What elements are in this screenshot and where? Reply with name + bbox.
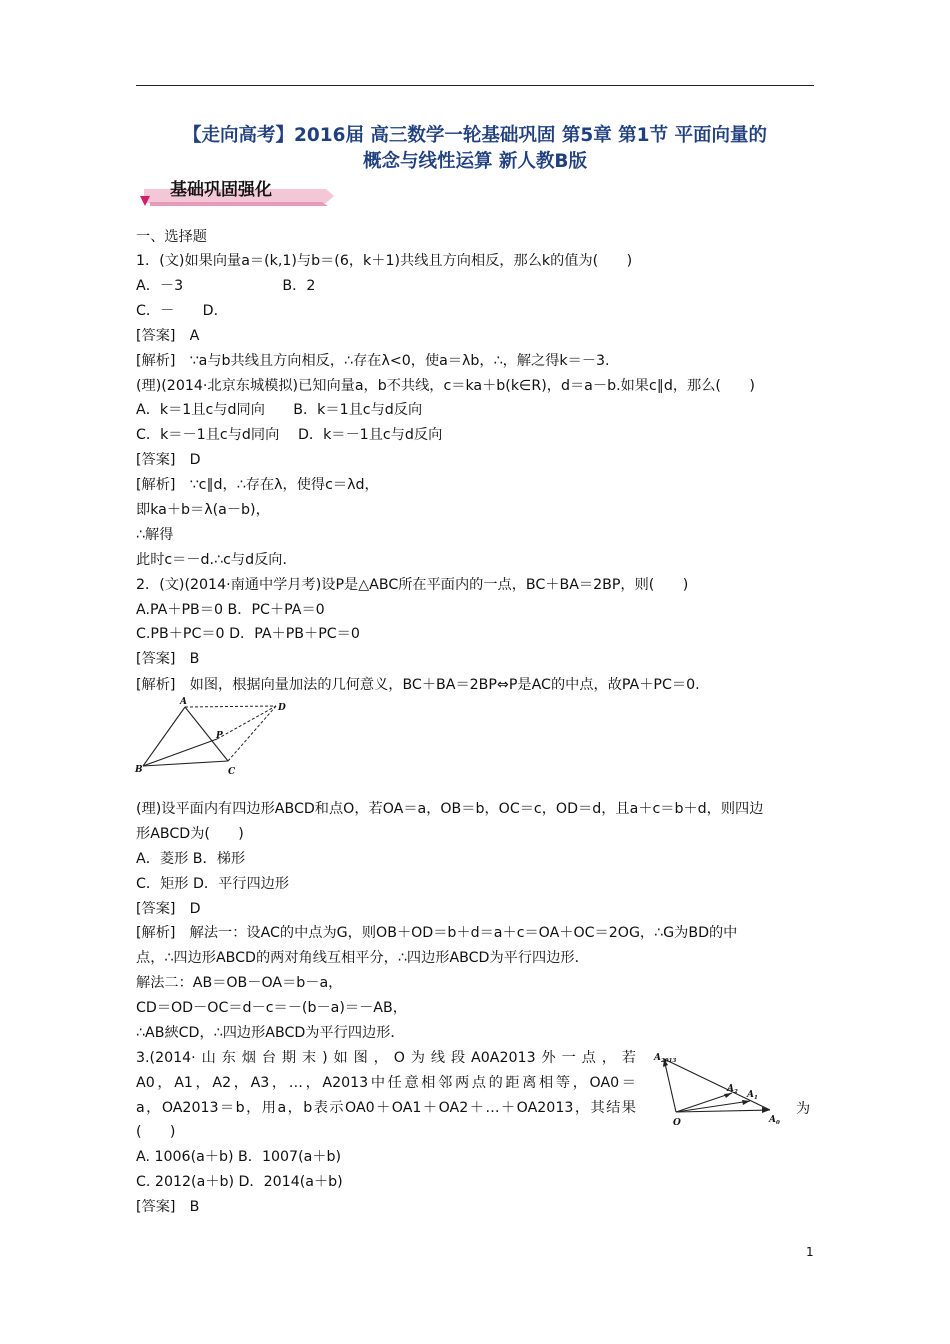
label-p: P <box>216 731 223 741</box>
text-line: 即ka＋b＝λ(a－b)， <box>136 502 270 518</box>
label-a2: A <box>727 1084 734 1094</box>
text-line: [答案] B <box>136 1199 200 1215</box>
label-a0-sub: 0 <box>775 1120 780 1126</box>
text-line: 2．(文)(2014·南通中学月考)设P是△ABC所在平面内的一点，BC＋BA＝2BP，则( ) <box>136 577 689 593</box>
text-line: ( ) <box>136 1124 176 1140</box>
text-line: ∴AB綊CD，∴四边形ABCD为平行四边形． <box>136 1025 405 1041</box>
header-rule <box>136 85 814 86</box>
label-a1: A <box>747 1090 754 1100</box>
label-a2-sub: 2 <box>733 1089 738 1095</box>
label-c: C <box>228 767 236 777</box>
text-line: C．－ D． <box>136 303 228 319</box>
title-line-1: 【走向高考】2016届 高三数学一轮基础巩固 第5章 第1节 平面向量的 <box>183 125 767 146</box>
text-line: [答案] B <box>136 651 200 667</box>
text-line: [解析] 解法一：设AC的中点为G，则OB＋OD＝b＋d＝a＋c＝OA＋OC＝2OG，∴G为BD的中 <box>136 925 738 941</box>
text-line: 形ABCD为( ) <box>136 826 244 842</box>
svg-text:A2013 <box>653 1053 676 1064</box>
text-line: 1．(文)如果向量a＝(k,1)与b＝(6，k＋1)共线且方向相反，那么k的值为( ) <box>136 253 633 269</box>
triangle-figure <box>133 695 293 781</box>
label-a1-sub: 1 <box>753 1095 758 1101</box>
text-line: ∴解得 <box>136 527 174 543</box>
text-line: [解析] 如图，根据向量加法的几何意义，BC＋BA＝2BP⇔P是AC的中点，故PA＋PC＝0. <box>136 677 700 693</box>
text-line: [答案] D <box>136 901 201 917</box>
text-line: 一、选择题 <box>136 229 207 245</box>
text-line: A．－3 B．2 <box>136 278 316 294</box>
label-a0: A <box>769 1115 776 1125</box>
label-d: D <box>278 703 286 713</box>
label-a2013-sub: 2013 <box>660 1058 677 1064</box>
text-line: 此时c＝－d.∴c与d反向． <box>136 552 297 568</box>
svg-text:A2 <box>726 1084 738 1095</box>
text-line: [解析] ∵c∥d，∴存在λ，使得c＝λd， <box>136 477 379 493</box>
text-line: [答案] A <box>136 328 200 344</box>
text-line: A. 1006(a＋b) B．1007(a＋b) <box>136 1149 342 1165</box>
label-b: B <box>135 765 143 775</box>
text-line: 解法二：AB＝OB－OA＝b－a， <box>136 975 343 991</box>
label-a2013: A <box>654 1053 661 1063</box>
label-a: A <box>180 697 187 707</box>
text-line: C. 2012(a＋b) D．2014(a＋b) <box>136 1174 343 1190</box>
badge-text: 基础巩固强化 <box>170 180 272 200</box>
text-line: [解析] ∵a与b共线且方向相反，∴存在λ<0，使a＝λb，∴，解之得k＝－3. <box>136 353 610 369</box>
text-line: (理)(2014·北京东城模拟)已知向量a，b不共线，c＝ka＋b(k∈R)，d＝a－b.如果c∥d，那么( ) <box>136 378 755 394</box>
text-line-tail: 为 <box>796 1101 811 1117</box>
svg-text:A0 <box>768 1115 780 1126</box>
text-line: C．k＝－1且c与d同向 D．k＝－1且c与d反向 <box>136 427 443 443</box>
svg-text:A1 <box>746 1090 758 1101</box>
text-line: A．k＝1且c与d同向 B．k＝1且c与d反向 <box>136 402 423 418</box>
text-line: A0，A1，A2，A3，…，A2013中任意相邻两点的距离相等，OA0＝ <box>136 1075 636 1091</box>
page-number: 1 <box>806 1245 814 1259</box>
text-line: A.PA＋PB＝0 B．PC＋PA＝0 <box>136 602 325 618</box>
text-line: [答案] D <box>136 452 201 468</box>
text-line: C.PB＋PC＝0 D．PA＋PB＋PC＝0 <box>136 626 360 642</box>
text-line: C．矩形 D．平行四边形 <box>136 876 290 892</box>
section-badge <box>136 174 336 210</box>
text-line: A．菱形 B．梯形 <box>136 851 246 867</box>
text-line: 点，∴四边形ABCD的两对角线互相平分，∴四边形ABCD为平行四边形． <box>136 950 589 966</box>
label-o: O <box>673 1118 681 1128</box>
title-line-2: 概念与线性运算 新人教B版 <box>362 151 588 172</box>
text-line: CD＝OD－OC＝d－c＝－(b－a)＝－AB， <box>136 1000 407 1016</box>
text-line: (理)设平面内有四边形ABCD和点O，若OA＝a，OB＝b，OC＝c，OD＝d，且a＋c＝b＋d，则四边 <box>136 801 764 817</box>
segment-figure <box>646 1046 788 1128</box>
text-line: a，OA2013＝b，用a，b表示OA0＋OA1＋OA2＋…＋OA2013，其结果 <box>136 1100 636 1116</box>
text-line: 3.(2014·山东烟台期末)如图，O为线段A0A2013外一点，若 <box>136 1050 636 1066</box>
